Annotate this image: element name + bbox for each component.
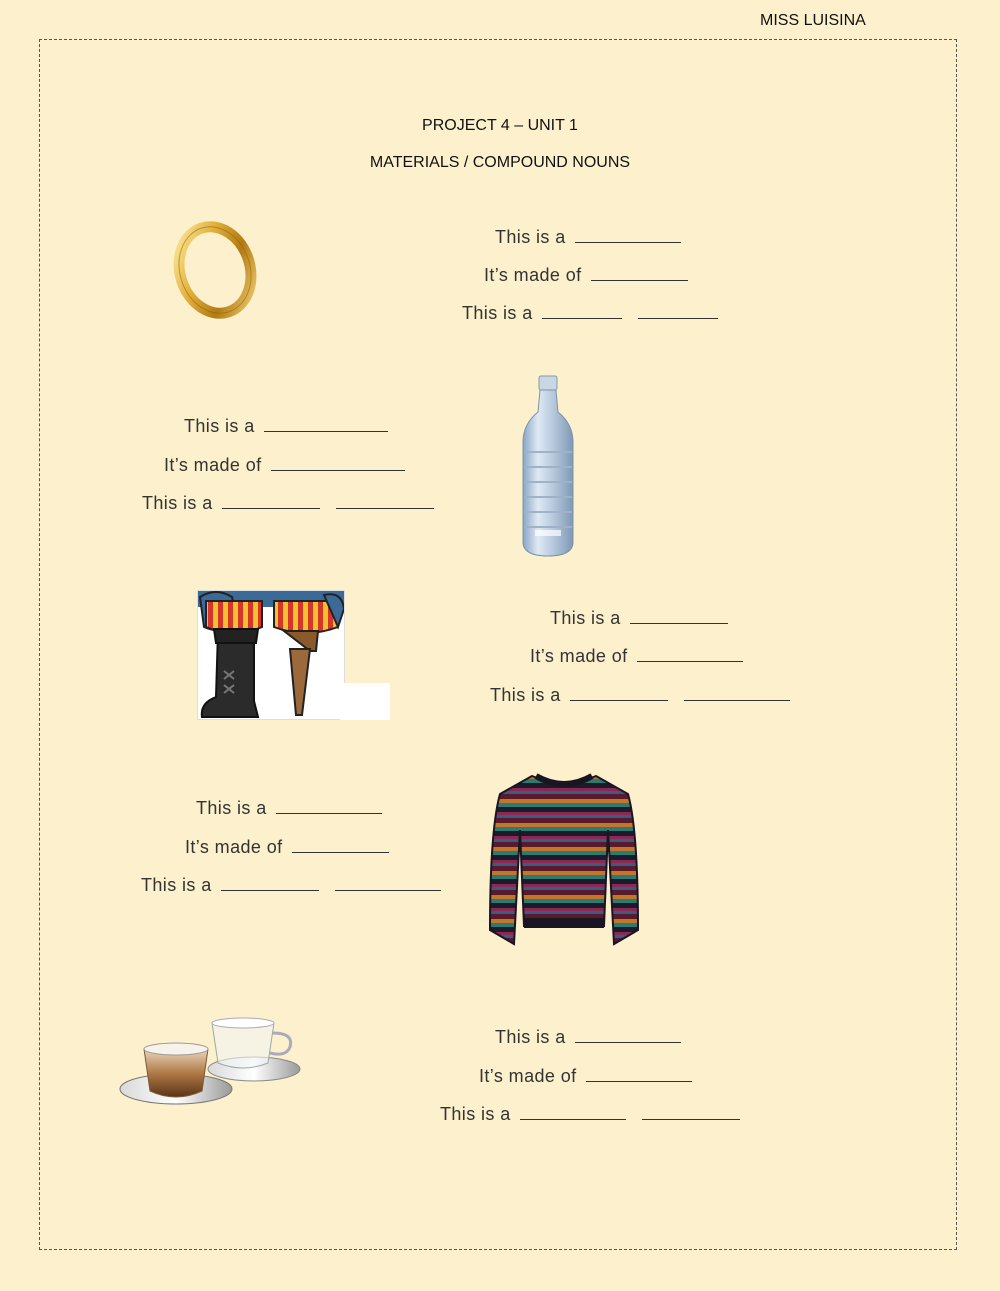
author-name: MISS LUISINA: [760, 12, 866, 29]
ex2-prompt-3: This is a: [142, 493, 213, 513]
ex2-line-made-of: [164, 455, 405, 476]
ex1-blank-1[interactable]: [575, 228, 681, 243]
ex1-prompt-2: It’s made of: [484, 265, 582, 285]
ex1-blank-3b[interactable]: [638, 304, 718, 319]
ex1-blank-2[interactable]: [591, 266, 688, 281]
ex5-blank-3b[interactable]: [642, 1105, 740, 1120]
ex4-blank-3a[interactable]: [221, 876, 319, 891]
ex5-blank-2[interactable]: [586, 1067, 692, 1082]
ex3-blank-2[interactable]: [637, 647, 743, 662]
ex5-blank-1[interactable]: [575, 1028, 681, 1043]
ex4-prompt-2: It’s made of: [185, 837, 283, 857]
white-patch: [340, 683, 390, 720]
bottle-picture: [515, 372, 581, 560]
ex5-blank-3a[interactable]: [520, 1105, 626, 1120]
ex3-blank-3a[interactable]: [570, 686, 668, 701]
worksheet-subtitle: MATERIALS / COMPOUND NOUNS: [369, 154, 631, 171]
ex1-blank-3a[interactable]: [542, 304, 622, 319]
worksheet-title: PROJECT 4 – UNIT 1: [422, 117, 578, 134]
ex5-prompt-1: This is a: [495, 1027, 566, 1047]
ring-picture: [160, 215, 270, 330]
ex1-prompt-3: This is a: [462, 303, 533, 323]
ex3-prompt-3: This is a: [490, 685, 561, 705]
ex5-line-made-of: [479, 1066, 692, 1087]
ex2-blank-1[interactable]: [264, 417, 388, 432]
ex3-line-compound: [490, 685, 790, 706]
ex4-line-made-of: [185, 837, 389, 858]
ex3-blank-3b[interactable]: [684, 686, 790, 701]
ex2-blank-3b[interactable]: [336, 494, 434, 509]
ex3-line-made-of: [530, 646, 743, 667]
cups-picture: [118, 1015, 304, 1113]
ex3-prompt-1: This is a: [550, 608, 621, 628]
ex4-prompt-3: This is a: [141, 875, 212, 895]
ex3-blank-1[interactable]: [630, 609, 728, 624]
ex2-blank-2[interactable]: [271, 456, 405, 471]
ex4-line-this-is: [196, 798, 382, 819]
ex2-line-compound: [142, 493, 434, 514]
ex5-line-this-is: [495, 1027, 681, 1048]
ex3-prompt-2: It’s made of: [530, 646, 628, 666]
ex5-prompt-2: It’s made of: [479, 1066, 577, 1086]
ex1-line-this-is: [495, 227, 681, 248]
ex5-line-compound: [440, 1104, 740, 1125]
ex2-blank-3a[interactable]: [222, 494, 320, 509]
ex4-blank-3b[interactable]: [335, 876, 441, 891]
ex2-line-this-is: [184, 416, 388, 437]
ex4-prompt-1: This is a: [196, 798, 267, 818]
ex2-prompt-1: This is a: [184, 416, 255, 436]
ex1-line-compound: [462, 303, 718, 324]
ex4-blank-2[interactable]: [292, 838, 389, 853]
ex3-line-this-is: [550, 608, 728, 629]
ex1-line-made-of: [484, 265, 688, 286]
ex4-line-compound: [141, 875, 441, 896]
ex4-blank-1[interactable]: [276, 799, 382, 814]
ex5-prompt-3: This is a: [440, 1104, 511, 1124]
pirate-legs-picture: [197, 590, 345, 720]
sweater-picture: [488, 770, 640, 950]
ex1-prompt-1: This is a: [495, 227, 566, 247]
ex2-prompt-2: It’s made of: [164, 455, 262, 475]
